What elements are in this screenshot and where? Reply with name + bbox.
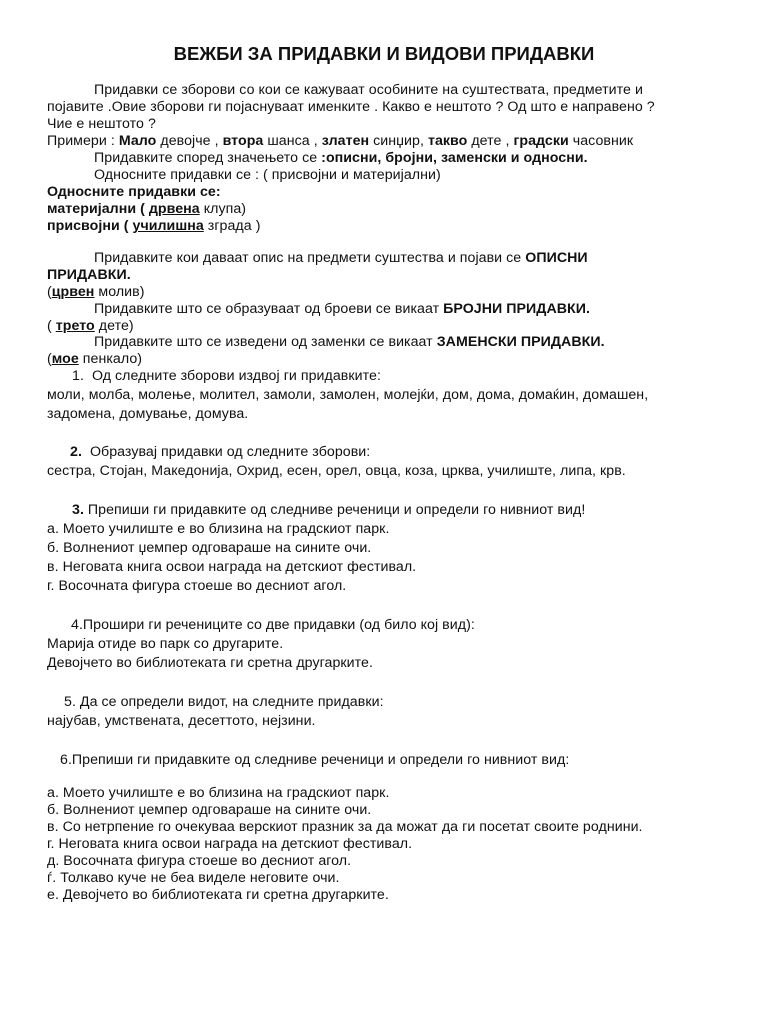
exercise-6-item: в. Со нетрпение го очекуваа верскиот празник за да можат да ги посетат своите роднини.: [47, 819, 643, 835]
relative-heading: Односните придавки се:: [47, 184, 221, 200]
exercise-6-item: а. Моето училиште е во близина на градскиот парк.: [47, 785, 390, 801]
intro-line: Чие е нештото ?: [47, 116, 156, 132]
exercise-4-heading: 4.Прошири ги речениците со две придавки (од било кој вид):: [71, 617, 475, 633]
numeric-example: ( трето дете): [47, 318, 134, 334]
intro-line: појавите .Овие зборови ги појаснуваат именките . Какво е нештото ? Од што е направено ?: [47, 99, 655, 115]
exercise-5-words: најубав, умствената, десеттото, нејзини.: [47, 713, 316, 729]
material-example: материјални ( дрвена клупа): [47, 201, 247, 217]
examples-line: Примери : Мало девојче , втора шанса , златен синџир, такво дете , градски часовник: [47, 133, 634, 149]
exercise-6-item: е. Девојчето во библиотеката ги сретна другарките.: [47, 887, 389, 903]
exercise-4-item: Девојчето во библиотеката ги сретна другарките.: [47, 655, 373, 671]
intro-line: Придавки се зборови со кои се кажуваат особините на суштествата, предметите и: [94, 82, 643, 98]
exercise-3-item: в. Неговата книга освои награда на детскиот фестивал.: [47, 559, 417, 575]
pronoun-line: Придавките што се изведени од заменки се викаат ЗАМЕНСКИ ПРИДАВКИ.: [94, 334, 605, 350]
descriptive-line: ПРИДАВКИ.: [47, 267, 131, 283]
exercise-2-words: сестра, Стојан, Македонија, Охрид, есен, орел, овца, коза, црква, училиште, липа, крв.: [47, 463, 626, 479]
classification-line: Придавките според значењето се :описни, бројни, заменски и односни.: [94, 150, 588, 166]
exercise-4-item: Марија отиде во парк со другарите.: [47, 636, 284, 652]
exercise-3-item: б. Волнениот џемпер одговараше на сините очи.: [47, 540, 372, 556]
exercise-3-heading: 3. Препиши ги придавките од следниве реченици и определи го нивниот вид!: [72, 502, 586, 518]
exercise-5-heading: 5. Да се определи видот, на следните придавки:: [64, 694, 384, 710]
descriptive-example: (црвен молив): [47, 284, 145, 300]
numeric-line: Придавките што се образуваат од броеви се викаат БРОЈНИ ПРИДАВКИ.: [94, 301, 590, 317]
possessive-example: присвојни ( училишна зграда ): [47, 218, 261, 234]
descriptive-line: Придавките кои даваат опис на предмети суштества и појави се ОПИСНИ: [94, 250, 588, 266]
exercise-3-item: а. Моето училиште е во близина на градскиот парк.: [47, 521, 390, 537]
exercise-2-heading: 2. Образувај придавки од следните зборови:: [70, 444, 371, 460]
exercise-3-item: г. Восочната фигура стоеше во десниот агол.: [47, 578, 347, 594]
exercise-6-item: ѓ. Толкаво куче не беа виделе неговите очи.: [47, 870, 340, 886]
exercise-1-heading: 1. Од следните зборови издвој ги придавките:: [72, 368, 381, 384]
exercise-6-item: д. Восочната фигура стоеше во десниот агол.: [47, 853, 352, 869]
exercise-1-words: задомена, домување, домува.: [47, 406, 249, 422]
exercise-6-heading: 6.Препиши ги придавките од следниве реченици и определи го нивниот вид:: [60, 752, 570, 768]
pronoun-example: (мое пенкало): [47, 351, 143, 367]
exercise-6-item: б. Волнениот џемпер одговараше на сините очи.: [47, 802, 372, 818]
page-title: ВЕЖБИ ЗА ПРИДАВКИ И ВИДОВИ ПРИДАВКИ: [173, 43, 595, 64]
exercise-6-item: г. Неговата книга освои награда на детскиот фестивал.: [47, 836, 413, 852]
relative-line: Односните придавки се : ( присвојни и материјални): [94, 167, 441, 183]
exercise-1-words: моли, молба, молење, молител, замоли, замолен, молејќи, дом, дома, домаќин, домашен,: [47, 387, 649, 403]
